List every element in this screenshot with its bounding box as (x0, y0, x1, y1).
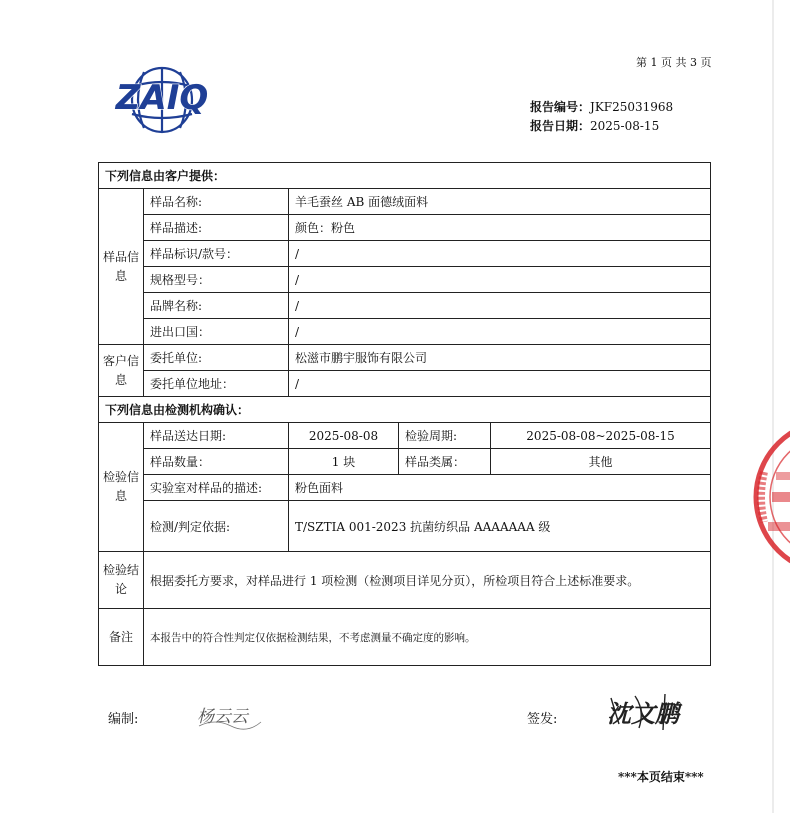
period-value: 2025-08-08~2025-08-15 (491, 423, 711, 449)
section-lab-row (99, 397, 711, 423)
page-fold-line (772, 0, 774, 813)
report-date: 报告日期：2025-08-15 (530, 119, 660, 133)
sample-label: 品牌名称: (144, 293, 289, 319)
page-indicator: 第 1 页 共 3 页 (636, 56, 712, 69)
svg-text:沈文鹏: 沈文鹏 (607, 699, 679, 728)
sample-label: 样品名称: (144, 189, 289, 215)
category-label: 样品类属： (399, 449, 491, 475)
section-customer-heading: 下列信息由客户提供： (99, 163, 711, 189)
reviewer-signature (605, 690, 690, 732)
test-row (99, 423, 711, 449)
test-row (99, 449, 711, 475)
sample-row (99, 267, 711, 293)
section-customer-row (99, 163, 711, 189)
conclusion-row (99, 552, 711, 609)
category-value: 其他 (491, 449, 711, 475)
period-label: 检验周期: (399, 423, 491, 449)
sample-value: 颜色：粉色 (289, 215, 711, 241)
client-row (99, 345, 711, 371)
basis-value: T/SZTIA 001-2023 抗菌纺织品 AAAAAAA 级 (289, 501, 711, 552)
sample-group-label: 样品信息 (99, 189, 144, 345)
basis-label: 检测/判定依据: (144, 501, 289, 552)
section-lab-heading: 下列信息由检测机构确认： (99, 397, 711, 423)
red-seal-stamp (748, 412, 790, 582)
report-number: 报告编号：JKF25031968 (530, 100, 674, 114)
test-row (99, 501, 711, 552)
sample-label: 样品描述: (144, 215, 289, 241)
client-label: 委托单位地址： (144, 371, 289, 397)
client-value: / (289, 371, 711, 397)
quantity-value: 1 块 (289, 449, 399, 475)
sample-value: / (289, 319, 711, 345)
client-value: 松滋市鹏宇服饰有限公司 (289, 345, 711, 371)
remark-text: 本报告中的符合性判定仅依据检测结果，不考虑测量不确定度的影响。 (144, 609, 711, 666)
client-group-label: 客户信息 (99, 345, 144, 397)
conclusion-label: 检验结论 (99, 552, 144, 609)
test-group-label: 检验信息 (99, 423, 144, 552)
sample-value: / (289, 267, 711, 293)
quantity-label: 样品数量： (144, 449, 289, 475)
sample-label: 进出口国： (144, 319, 289, 345)
reviewer-label: 签发: (527, 712, 558, 727)
sample-row (99, 189, 711, 215)
page-end-mark: ***本页结束*** (618, 770, 704, 784)
client-label: 委托单位: (144, 345, 289, 371)
conclusion-text: 根据委托方要求，对样品进行 1 项检测（检测项目详见分页），所检项目符合上述标准要求。 (144, 552, 711, 609)
lab-description-value: 粉色面料 (289, 475, 711, 501)
sample-label: 规格型号： (144, 267, 289, 293)
remark-label: 备注 (99, 609, 144, 666)
sample-value: / (289, 241, 711, 267)
test-row (99, 475, 711, 501)
report-table (98, 162, 711, 666)
client-row (99, 371, 711, 397)
remark-row (99, 609, 711, 666)
arrival-date-value: 2025-08-08 (289, 423, 399, 449)
sample-row (99, 319, 711, 345)
arrival-date-label: 样品送达日期: (144, 423, 289, 449)
svg-text:杨云云: 杨云云 (197, 707, 248, 727)
sample-value: / (289, 293, 711, 319)
sample-row (99, 241, 711, 267)
sample-value: 羊毛蚕丝 AB 面德绒面料 (289, 189, 711, 215)
zaiq-logo (92, 64, 232, 136)
logo-lettering: ZAIQ (115, 78, 209, 118)
sample-row (99, 293, 711, 319)
editor-label: 编制: (108, 712, 139, 727)
sample-label: 样品标识/款号： (144, 241, 289, 267)
sample-row (99, 215, 711, 241)
editor-signature (195, 696, 265, 732)
lab-description-label: 实验室对样品的描述: (144, 475, 289, 501)
